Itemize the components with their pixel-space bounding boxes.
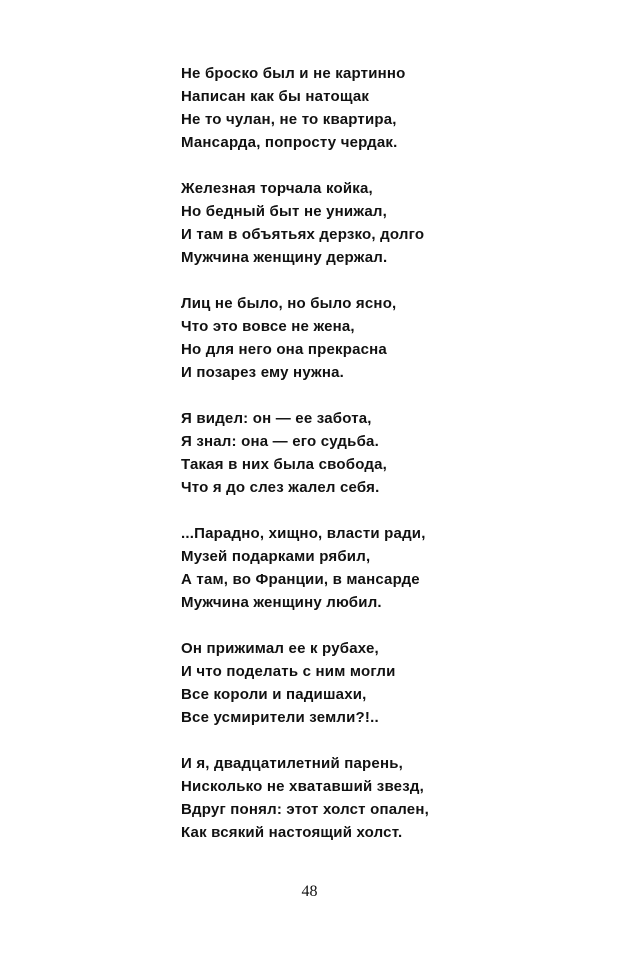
stanza-4 [181,407,581,499]
stanza-2 [181,177,581,269]
poem-line: Он прижимал ее к рубахе, [181,640,379,657]
poem-line: Мансарда, попросту чердак. [181,134,398,151]
poem-line: Не броско был и не картинно [181,65,406,82]
poem-line: Лиц не было, но было ясно, [181,295,397,312]
poem-line: Все усмирители земли?!.. [181,709,379,726]
poem-line: ...Парадно, хищно, власти ради, [181,525,426,542]
stanza-7 [181,752,581,844]
poem [181,62,581,867]
poem-line: Написан как бы натощак [181,88,370,105]
poem-line: И там в объятьях дерзко, долго [181,226,425,243]
poem-line: Я видел: он — ее забота, [181,410,372,427]
poem-line: И что поделать с ним могли [181,663,396,680]
poem-line: Как всякий настоящий холст. [181,824,403,841]
stanza-3 [181,292,581,384]
poem-line: Что это вовсе не жена, [181,318,355,335]
poem-line: Мужчина женщину любил. [181,594,382,611]
poem-line: Что я до слез жалел себя. [181,479,380,496]
poem-line: Не то чулан, не то квартира, [181,111,397,128]
poem-line: Нисколько не хватавший звезд, [181,778,424,795]
poem-line: Я знал: она — его судьба. [181,433,379,450]
stanza-5 [181,522,581,614]
page-number: 48 [301,883,318,900]
poem-line: А там, во Франции, в мансарде [181,571,420,588]
poem-line: Железная торчала койка, [181,180,373,197]
poem-line: Музей подарками рябил, [181,548,371,565]
poem-line: Но для него она прекрасна [181,341,387,358]
poem-line: Мужчина женщину держал. [181,249,388,266]
stanza-1 [181,62,581,154]
stanza-6 [181,637,581,729]
poem-line: И позарез ему нужна. [181,364,345,381]
poem-line: Такая в них была свобода, [181,456,387,473]
poem-line: Все короли и падишахи, [181,686,367,703]
poem-line: Вдруг понял: этот холст опален, [181,801,429,818]
poem-line: Но бедный быт не унижал, [181,203,387,220]
poem-line: И я, двадцатилетний парень, [181,755,404,772]
